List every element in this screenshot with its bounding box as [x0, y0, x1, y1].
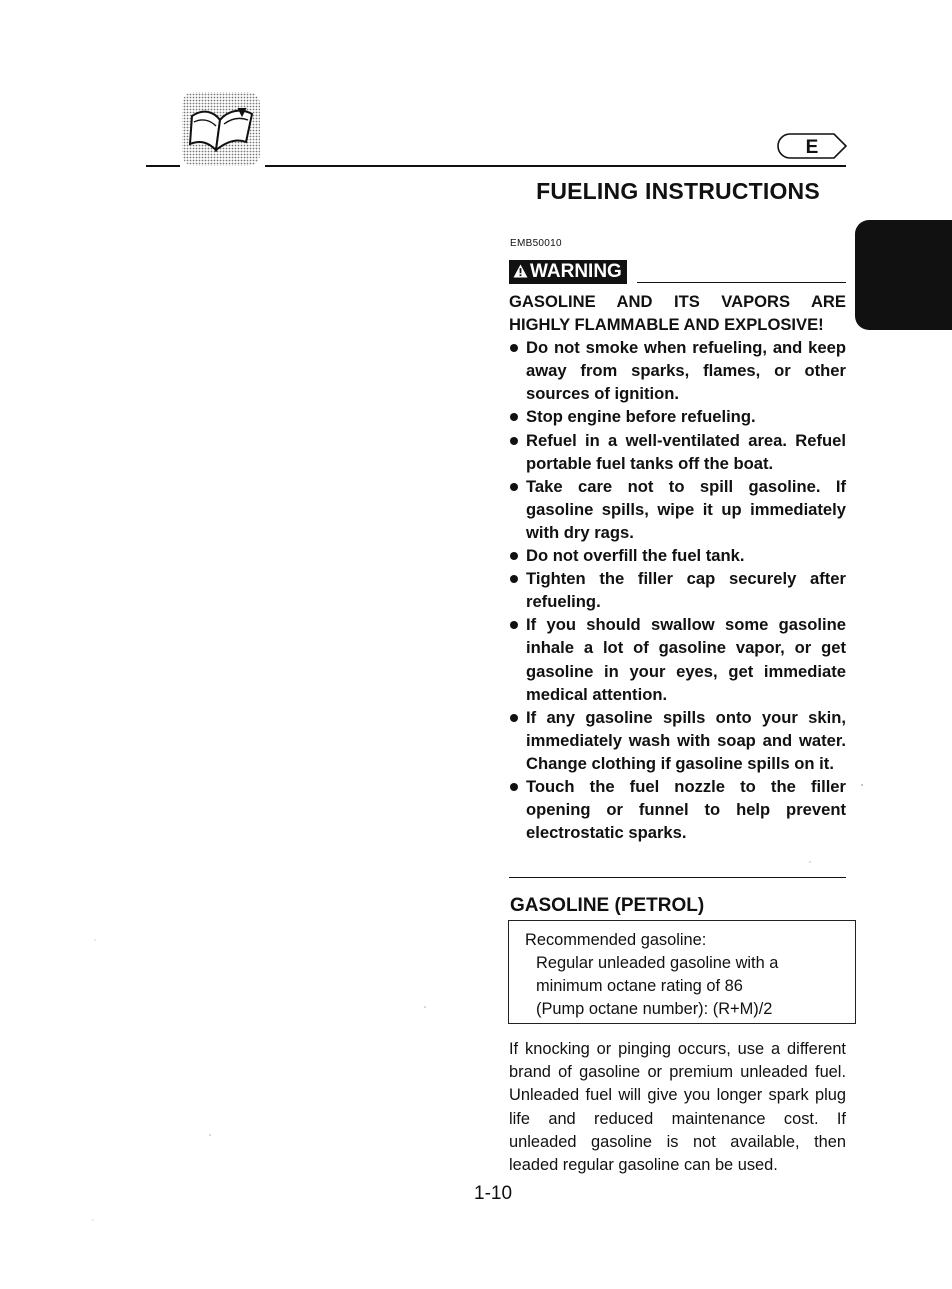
- warning-item: Take care not to spill gasoline. If gasoline spills, wipe it up immediately with dry rags.: [509, 475, 846, 544]
- warning-label: [509, 260, 627, 284]
- page-title: FUELING INSTRUCTIONS: [536, 178, 820, 204]
- document-code: EMB50010: [510, 238, 562, 249]
- section-title: GASOLINE (PETROL): [510, 895, 705, 916]
- warning-headline-1: GASOLINE AND ITS VAPORS ARE: [509, 292, 846, 311]
- warning-triangle-icon: [513, 260, 528, 284]
- warning-headline-2: HIGHLY FLAMMABLE AND EXPLOSIVE!: [509, 315, 824, 335]
- spec-heading: Recommended gasoline:: [525, 931, 707, 949]
- warning-item: Do not smoke when refueling, and keep away from sparks, flames, or other sources of ignition.: [509, 336, 846, 405]
- warning-item: If you should swallow some gasoline inhale a lot of gasoline vapor, or get gasoline in your eyes, get immediate medical attention.: [509, 613, 846, 705]
- spec-line: Regular unleaded gasoline with a: [536, 954, 779, 972]
- warning-text: [509, 290, 846, 844]
- warning-list: [509, 336, 846, 844]
- warning-item: Stop engine before refueling.: [509, 405, 846, 428]
- section-tab: [855, 220, 952, 330]
- warning-item: If any gasoline spills onto your skin, immediately wash with soap and water. Change clothing if gasoline spills on it.: [509, 706, 846, 775]
- body-paragraph: If knocking or pinging occurs, use a different brand of gasoline or premium unleaded fuel. Unleaded fuel will give you longer spark plug life and reduced maintenance cost. If unleaded gasoline is not available, then leaded regular gasoline can be used.: [509, 1040, 846, 1175]
- warning-item: Do not overfill the fuel tank.: [509, 544, 846, 567]
- warning-item: Tighten the filler cap securely after refueling.: [509, 567, 846, 613]
- language-badge-text: E: [805, 137, 819, 158]
- warning-item: Refuel in a well-ventilated area. Refuel portable fuel tanks off the boat.: [509, 429, 846, 475]
- header-rule-left: [146, 165, 180, 167]
- spec-line: (Pump octane number): (R+M)/2: [536, 1000, 773, 1018]
- language-badge: [776, 132, 848, 160]
- page-number: 1-10: [474, 1183, 513, 1204]
- spec-box: [508, 920, 856, 1024]
- warning-rule: [637, 282, 846, 283]
- warning-end-rule: [509, 877, 846, 878]
- warning-label-text: WARNING: [530, 261, 622, 282]
- header-rule: [265, 165, 846, 167]
- spec-line: minimum octane rating of 86: [536, 977, 743, 995]
- open-book-manual-icon: [180, 90, 262, 168]
- warning-item: Touch the fuel nozzle to the filler opening or funnel to help prevent electrostatic sparks.: [509, 775, 846, 844]
